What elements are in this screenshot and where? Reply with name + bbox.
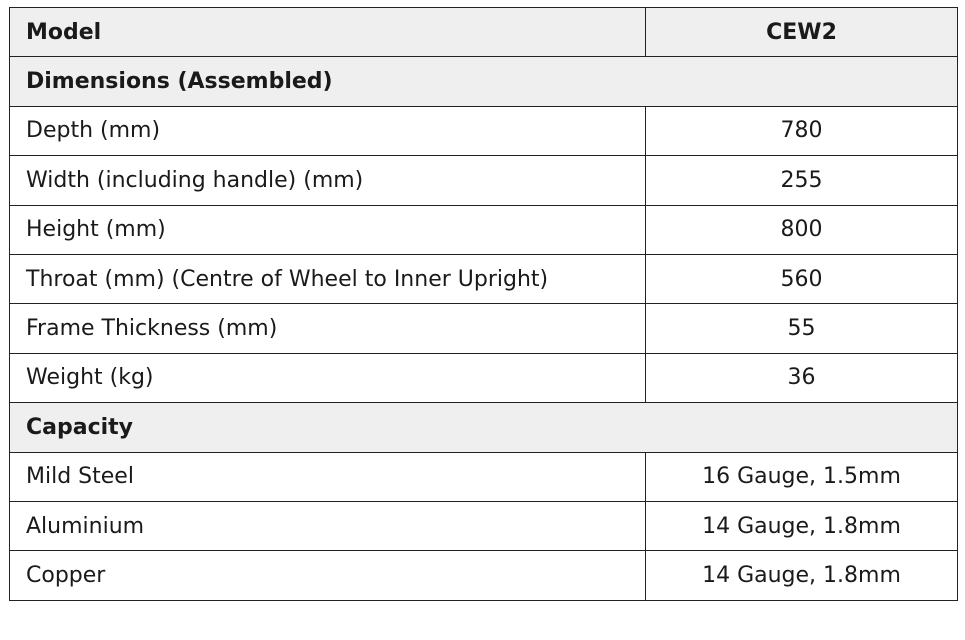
header-model-value: CEW2 [646,8,958,57]
table-row [10,106,958,155]
table-row [10,353,958,402]
table-header-row [10,8,958,57]
section-row-capacity [10,403,958,452]
row-value: 255 [646,156,958,205]
row-label: Aluminium [10,501,646,550]
table-row [10,551,958,600]
row-label: Copper [10,551,646,600]
row-value: 800 [646,205,958,254]
table-row [10,254,958,303]
table-row [10,501,958,550]
row-label: Mild Steel [10,452,646,501]
row-value: 55 [646,304,958,353]
row-value: 16 Gauge, 1.5mm [646,452,958,501]
specification-table [9,7,958,601]
row-label: Weight (kg) [10,353,646,402]
row-value: 560 [646,254,958,303]
row-label: Throat (mm) (Centre of Wheel to Inner Upright) [10,254,646,303]
row-value: 14 Gauge, 1.8mm [646,551,958,600]
table-row [10,304,958,353]
row-label: Frame Thickness (mm) [10,304,646,353]
section-title: Capacity [10,403,958,452]
row-label: Width (including handle) (mm) [10,156,646,205]
table-row [10,452,958,501]
section-title: Dimensions (Assembled) [10,57,958,106]
row-value: 14 Gauge, 1.8mm [646,501,958,550]
header-model-label: Model [10,8,646,57]
table-row [10,205,958,254]
section-row-dimensions [10,57,958,106]
table-row [10,156,958,205]
row-value: 780 [646,106,958,155]
row-value: 36 [646,353,958,402]
row-label: Height (mm) [10,205,646,254]
row-label: Depth (mm) [10,106,646,155]
